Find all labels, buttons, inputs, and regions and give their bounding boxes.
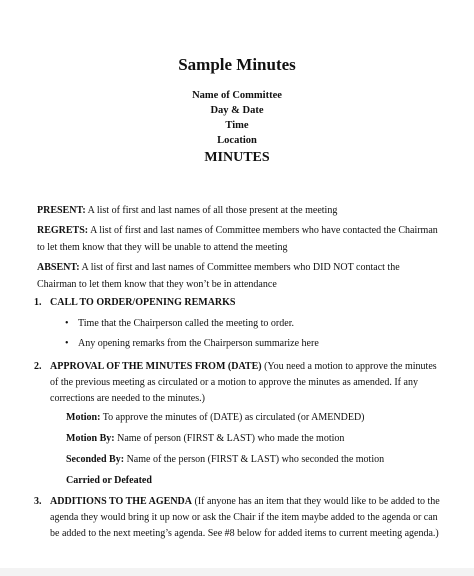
- bullet-icon: •: [65, 318, 69, 329]
- motion-by-text: Name of person (FIRST & LAST) who made the motion: [114, 433, 345, 444]
- present-text: A list of first and last names of all those present at the meeting: [85, 205, 338, 216]
- seconded-by-line: [66, 452, 444, 468]
- motion-by-label: Motion By:: [66, 433, 115, 444]
- item-text: (If anyone has an item that they would like to be added to the agenda they would bring it up now or ask the Chair if the item maybe added to the agenda or can be added to the next meeting’s agenda. See #8 below for added items to current meeting agenda.): [50, 496, 440, 539]
- meeting-time: Time: [225, 120, 249, 131]
- agenda-item-3: [34, 494, 444, 542]
- item-text: (You need a motion to approve the minutes of the previous meeting as circulated or a motion to approve the minutes as amended. If any corrections are needed to the minutes.): [50, 361, 437, 404]
- regrets-paragraph: [37, 222, 439, 256]
- item-number: 1.: [34, 297, 42, 308]
- bullet-icon: •: [65, 338, 69, 349]
- bullet-item: [65, 336, 438, 352]
- regrets-text: A list of first and last names of Committee members who have contacted the Chairman to let them know that they will be unable to attend the meeting: [37, 225, 438, 253]
- minutes-heading: MINUTES: [204, 150, 270, 165]
- bullet-text: Time that the Chairperson called the meeting to order.: [78, 318, 294, 329]
- seconded-by-text: Name of the person (FIRST & LAST) who seconded the motion: [124, 454, 385, 465]
- bullet-item: [65, 316, 438, 332]
- bullet-text: Any opening remarks from the Chairperson summarize here: [78, 338, 319, 349]
- present-label: PRESENT:: [37, 205, 86, 216]
- item-number: 3.: [34, 496, 42, 507]
- document-title: Sample Minutes: [178, 55, 296, 74]
- committee-name: Name of Committee: [192, 90, 282, 101]
- meeting-location: Location: [217, 135, 257, 146]
- seconded-by-label: Seconded By:: [66, 454, 125, 465]
- motion-by-line: [66, 431, 444, 447]
- present-paragraph: [37, 202, 439, 219]
- agenda-item-1: [34, 295, 444, 311]
- item-label: CALL TO ORDER/OPENING REMARKS: [50, 297, 236, 308]
- item-number: 2.: [34, 361, 42, 372]
- agenda-item-2: [34, 359, 444, 407]
- item-label: APPROVAL OF THE MINUTES FROM (DATE): [50, 361, 262, 372]
- motion-text: To approve the minutes of (DATE) as circulated (or AMENDED): [100, 412, 365, 423]
- item-label: ADDITIONS TO THE AGENDA: [50, 496, 192, 507]
- page-footer-strip: [0, 568, 474, 576]
- meeting-date: Day & Date: [210, 105, 264, 116]
- motion-label: Motion:: [66, 412, 101, 423]
- motion-line: [66, 410, 444, 426]
- absent-label: ABSENT:: [37, 262, 80, 273]
- absent-text: A list of first and last names of Committee members who DID NOT contact the Chairman to let them know that they won’t be in attendance: [37, 262, 400, 290]
- motion-result: Carried or Defeated: [66, 475, 152, 486]
- regrets-label: REGRETS:: [37, 225, 89, 236]
- absent-paragraph: [37, 259, 439, 293]
